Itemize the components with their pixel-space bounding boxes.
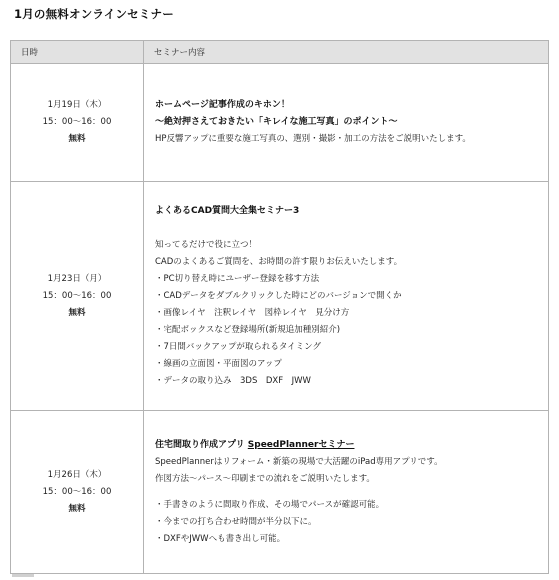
content-cell [144, 411, 549, 574]
list-item: ・DXFやJWWへも書き出し可能。 [155, 533, 286, 544]
seminar-title: よくあるCAD質問大全集セミナー3 [155, 205, 300, 216]
seminar-date: 1月26日（木） [47, 469, 107, 480]
seminar-title-product: SpeedPlannerセミナー [247, 439, 355, 450]
table-row [11, 411, 549, 574]
header-content: セミナー内容 [144, 41, 549, 64]
date-cell [11, 411, 144, 574]
list-item: ・画像レイヤ 注釈レイヤ 図枠レイヤ 見分け方 [155, 307, 350, 318]
table-row [11, 64, 549, 182]
table-row [11, 182, 549, 411]
footer-fragment [12, 574, 34, 577]
seminar-title-prefix: 住宅間取り作成アプリ [155, 439, 248, 450]
seminar-description: 知ってるだけで役に立つ！ [155, 239, 258, 250]
seminar-fee: 無料 [68, 134, 86, 144]
seminar-subtitle: ～絶対押さえておきたい「キレイな施工写真」のポイント～ [155, 117, 398, 127]
seminar-fee: 無料 [68, 503, 86, 514]
header-date: 日時 [11, 41, 144, 64]
date-cell [11, 182, 144, 411]
content-cell [144, 182, 549, 411]
page-title: 1月の無料オンラインセミナー [14, 7, 174, 21]
list-item: ・手書きのように間取り作成、その場でパースが確認可能。 [155, 499, 385, 510]
table-header-row [11, 41, 549, 64]
list-item: ・7日間バックアップが取られるタイミング [155, 341, 321, 352]
list-item: ・データの取り込み 3DS DXF JWW [155, 375, 311, 386]
seminar-title: ホームページ記事作成のキホン！ [155, 100, 290, 110]
seminar-description: CADのよくあるご質問を、お時間の許す限りお伝えいたします。 [155, 256, 403, 267]
list-item: ・今までの打ち合わせ時間が半分以下に。 [155, 516, 317, 527]
seminar-date: 1月23日（月） [47, 273, 107, 284]
seminar-description: 作図方法～パース～印刷までの流れをご説明いたします。 [155, 473, 375, 484]
list-item: ・PC切り替え時にユーザー登録を移す方法 [155, 273, 320, 284]
seminar-date: 1月19日（木） [47, 100, 107, 110]
content-cell [144, 64, 549, 182]
seminar-title [155, 437, 542, 454]
seminar-fee: 無料 [68, 307, 86, 318]
list-item: ・CADデータをダブルクリックした時にどのバージョンで開くか [155, 290, 402, 301]
list-item: ・宅配ボックスなど登録場所(新規追加種別紹介) [155, 324, 341, 335]
seminar-time: 15：00～16：00 [42, 290, 112, 301]
seminar-description: SpeedPlannerはリフォーム・新築の現場で大活躍のiPad専用アプリです。 [155, 456, 443, 467]
seminar-time: 15：00～16：00 [42, 117, 112, 127]
seminar-table [10, 40, 549, 574]
list-item: ・線画の立面図・平面図のアップ [155, 358, 282, 369]
seminar-time: 15：00～16：00 [42, 486, 112, 497]
date-cell [11, 64, 144, 182]
seminar-description: HP反響アップに重要な施工写真の、選別・撮影・加工の方法をご説明いたします。 [155, 134, 471, 144]
